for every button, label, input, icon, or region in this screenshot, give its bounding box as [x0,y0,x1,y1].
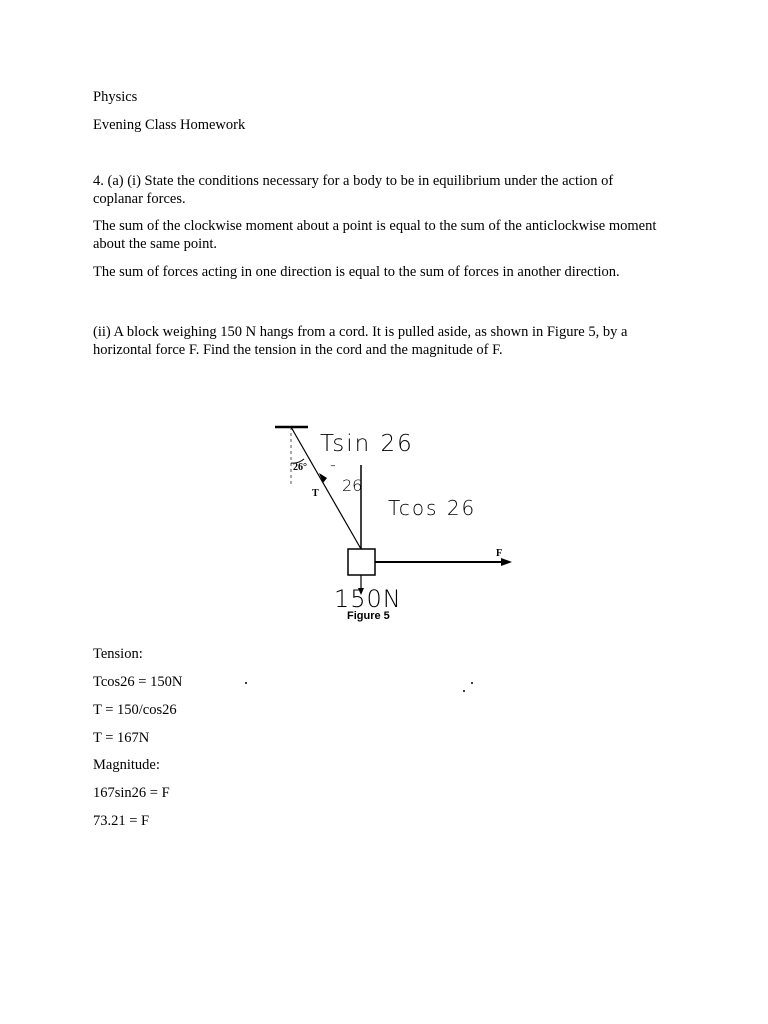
handwritten-tcos-26: Tcos 26 [388,496,477,520]
figure-5-diagram [260,415,520,630]
answer-condition-forces: The sum of forces acting in one direction is equal to the sum of forces in another direction. [93,264,620,280]
solution-line-2: T = 150/cos26 [93,702,177,718]
solution-line-1: Tcos26 = 150N [93,674,183,690]
handwritten-weight-150n: 150N [334,585,402,613]
question-part-a-i: 4. (a) (i) State the conditions necessary for a body to be in equilibrium under the action of coplanar forces. [93,173,614,207]
tension-heading: Tension: [93,646,143,662]
force-f-arrowhead [501,558,512,566]
force-f-label: F [496,548,503,559]
block [348,549,375,575]
question-part-a-ii: (ii) A block weighing 150 N hangs from a cord. It is pulled aside, as shown in Figure 5, by a horizontal force F. Find the tension in the cord and the magnitude of F. [93,324,628,358]
solution-line-3: T = 167N [93,730,150,746]
magnitude-heading: Magnitude: [93,757,160,773]
handwritten-mark: - [330,455,336,474]
solution-line-4: 167sin26 = F [93,785,170,801]
stray-dot [471,682,473,684]
angle-label: 26° [293,462,307,473]
answer-condition-moments: The sum of the clockwise moment about a point is equal to the sum of the anticlockwise moment about the same point. [93,218,657,252]
solution-line-5: 73.21 = F [93,813,150,829]
handwritten-angle-note: 26 [342,476,363,495]
tension-label: T [312,488,319,499]
figure-caption: Figure 5 [347,610,390,622]
class-title: Evening Class Homework [93,117,246,133]
handwritten-tsin-26: Tsin 26 [320,431,414,457]
subject-title: Physics [93,89,138,105]
stray-dot [463,690,465,692]
stray-dot [245,682,247,684]
